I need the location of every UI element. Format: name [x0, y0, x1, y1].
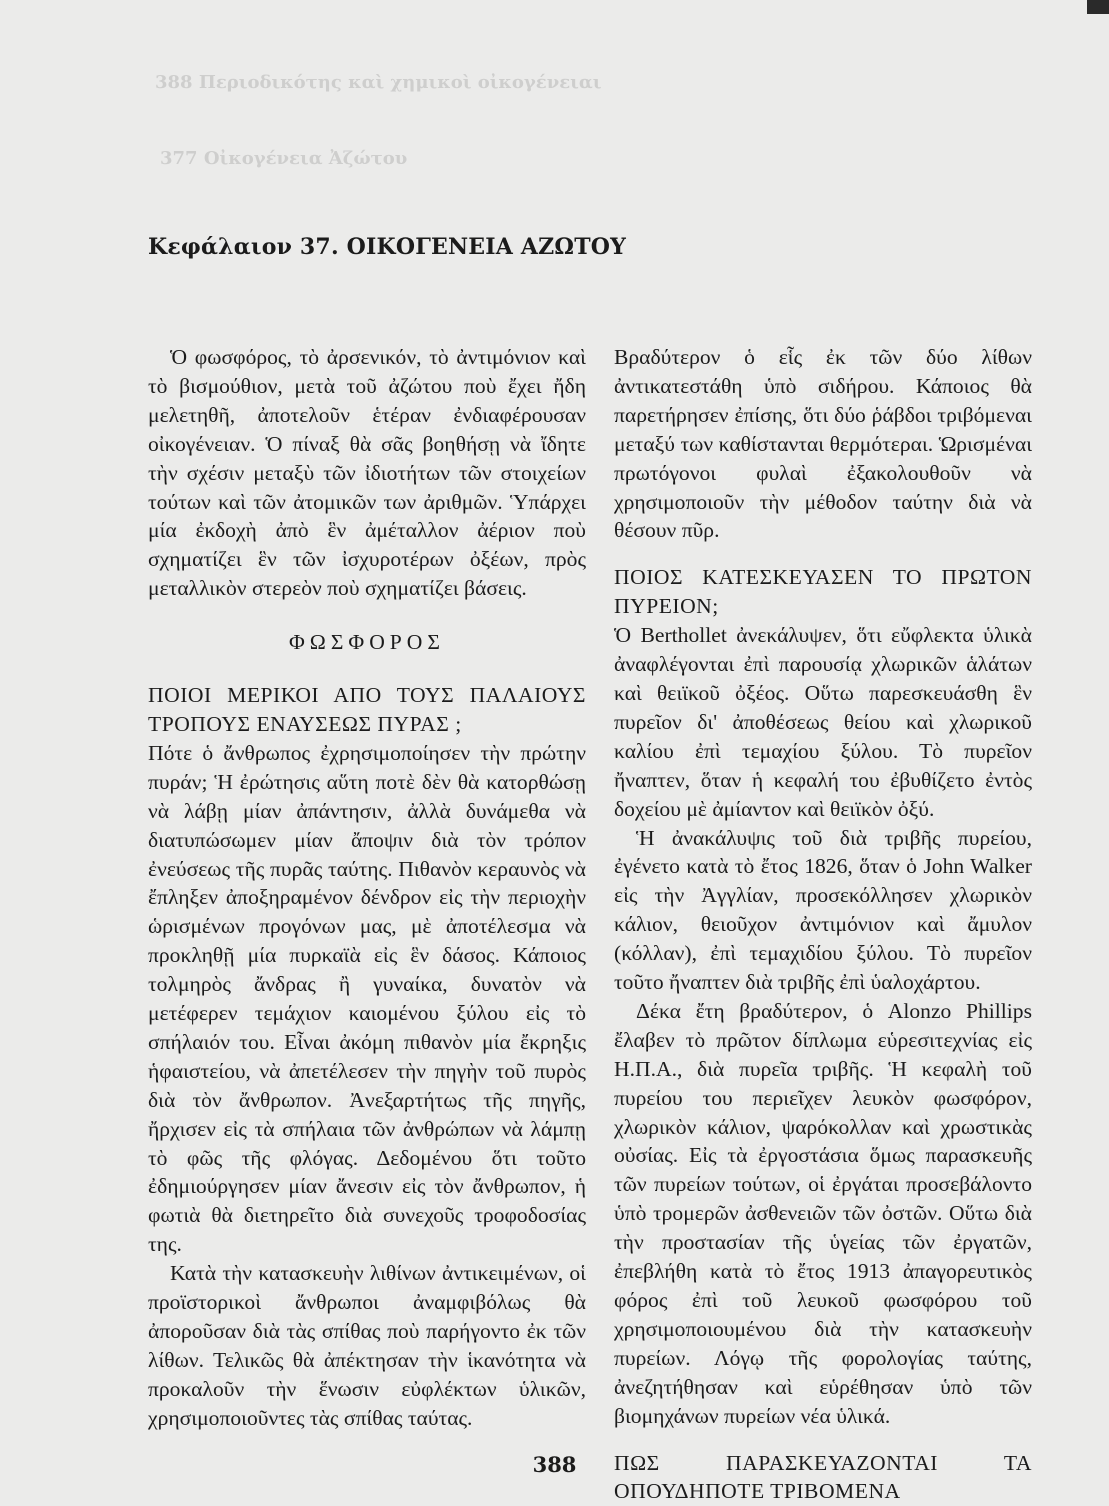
paragraph: Δέκα ἔτη βραδύτερον, ὁ Alonzo Phillips ἔλαβεν τὸ πρῶτον δίπλωμα εὑρεσιτεχνίας εἰς Η.Π.Α., διὰ πυρεῖα τριβῆς. Ἡ κεφαλὴ τοῦ πυρείου του περιεῖχεν λευκὸν φωσφόρον, χλωρικὸν κάλιον, ψαρόκολλαν καὶ χρωστικὰς οὐσίας. Εἰς τὰ ἐργοστάσια ὅμως παρασκευῆς τῶν πυρείων τούτων, οἱ ἐργάται προσεβάλοντο ὑπὸ τρομερῶν ἀσθενειῶν τῶν ὀστῶν. Οὕτω διὰ τὴν προστασίαν τῆς ὑγείας τῶν ἐργατῶν, ἐπεβλήθη κατὰ τὸ ἔτος 1913 ἀπαγορευτικὸς φόρος ἐπὶ τοῦ λευκοῦ φωσφόρου τοῦ χρησιμοποιουμένου διὰ τὴν κατασκευὴν πυρείων. Λόγῳ τῆς φορολογίας ταύτης, ἀνεζητήθησαν καὶ εὑρέθησαν ὑπὸ τῶν βιομηχάνων πυρείων νέα ὑλικά.: [614, 998, 1032, 1428]
paragraph: Ἡ ἀνακάλυψις τοῦ διὰ τριβῆς πυρείου, ἐγένετο κατὰ τὸ ἔτος 1826, ὅταν ὁ John Walker εἰς τὴν Ἀγγλίαν, προσεκόλλησεν χλωρικὸν κάλιον, θειοῦχον ἀντιμόνιον καὶ ἄμυλον (κόλλαν), ἐπὶ τεμαχιδίου ξύλου. Τὸ πυρεῖον τοῦτο ἤναπτεν διὰ τριβῆς ἐπὶ ὑαλοχάρτου.: [614, 825, 1032, 995]
bleed-through-text: 377 Οἰκογένεια Ἀζώτου: [160, 148, 408, 169]
bleed-through-text: 388 Περιοδικότης καὶ χημικοὶ οἰκογένειαι: [155, 72, 602, 93]
section-heading: ΦΩΣΦΟΡΟΣ: [289, 630, 445, 655]
paragraph: Πότε ὁ ἄνθρωπος ἐχρησιμοποίησεν τὴν πρώτην πυράν; Ἡ ἐρώτησις αὕτη ποτὲ δὲν θὰ κατορθώσῃ νὰ λάβῃ μίαν ἀπάντησιν, ἀλλὰ δυνάμεθα νὰ διατυπώσωμεν μίαν ἄποψιν διὰ τὸν τρόπον ἐνεύσεως τῆς πυρᾶς ταύτης. Πιθανὸν κεραυνὸς νὰ ἔπληξεν ἀποξηραμένον δένδρον εἰς τὴν περιοχὴν ὡρισμένων προγόνων μας, μὲ ἀποτέλεσμα νὰ προκληθῇ μία πυρκαϊὰ εἰς ἓν δάσος. Κάποιος τολμηρὸς ἄνδρας ἢ γυναίκα, δυνατὸν νὰ μετέφερεν τεμάχιον καιομένου ξύλου εἰς τὸ σπήλαιόν του. Εἶναι ἀκόμη πιθανὸν μία ἔκρηξις ἡφαιστείου, νὰ ἀπετέλεσεν τὴν πηγὴν τοῦ πυρὸς διὰ τὸν ἄνθρωπον. Ἀνεξαρτήτως τῆς πηγῆς, ἤρχισεν εἰς τὰ σπήλαια τῶν ἀνθρώπων νὰ λάμπῃ τὸ φῶς τῆς φλόγας. Δεδομένου ὅτι τοῦτο ἐδημιούργησεν μίαν ἄνεσιν εἰς τὸν ἄνθρωπον, ἡ φωτιὰ θὰ διετηρεῖτο διὰ συνεχοῦς τροφοδοσίας της.: [148, 740, 586, 1257]
question-heading: ΠΩΣ ΠΑΡΑΣΚΕΥΑΖΟΝΤΑΙ ΤΑ ΟΠΟΥΔΗΠΟΤΕ ΤΡΙΒΟΜΕΝΑ: [614, 1450, 1032, 1504]
paragraph: Κατὰ τὴν κατασκευὴν λιθίνων ἀντικειμένων, οἱ προϊστορικοὶ ἄνθρωποι ἀναμφιβόλως θὰ ἀποροῦσαν διὰ τὰς σπίθας ποὺ παρήγοντο ἐκ τῶν λίθων. Τελικῶς θὰ ἀπέκτησαν τὴν ἱκανότητα νὰ προκαλοῦν τὴν ἕνωσιν εὐφλέκτων ὑλικῶν, χρησιμοποιοῦντες τὰς σπίθας ταύτας.: [148, 1261, 586, 1430]
scan-edge-mark: [1087, 0, 1109, 14]
paragraph: Ὁ Berthollet ἀνεκάλυψεν, ὅτι εὔφλεκτα ὑλικὰ ἀναφλέγονται ἐπὶ παρουσίᾳ χλωρικῶν ἁλάτων καὶ θειϊκοῦ ὀξέος. Οὕτω παρεσκευάσθη ἓν πυρεῖον δι' ἀποθέσεως θείου καὶ χλωρικοῦ καλίου ἐπὶ τεμαχίου ξύλου. Τὸ πυρεῖον ἤναπτεν, ὅταν ἡ κεφαλή του ἐβυθίζετο ἐντὸς δοχείου μὲ ἀμίαντον καὶ θειϊκὸν ὀξύ.: [614, 623, 1032, 821]
page-number: 388: [532, 1452, 577, 1477]
chapter-title: Κεφάλαιον 37. ΟΙΚΟΓΕΝΕΙΑ ΑΖΩΤΟΥ: [148, 234, 627, 260]
right-column: [614, 343, 1032, 1506]
left-column: [148, 343, 586, 1433]
paragraph: Βραδύτερον ὁ εἷς ἐκ τῶν δύο λίθων ἀντικατεστάθη ὑπὸ σιδήρου. Κάποιος θὰ παρετήρησεν ἐπίσης, ὅτι δύο ῥάβδοι τριβόμεναι μεταξύ των καθίστανται θερμότεραι. Ὡρισμέναι πρωτόγονοι φυλαὶ ἐξακολουθοῦν νὰ χρησιμοποιοῦν τὴν μέθοδον ταύτην διὰ νὰ θέσουν πῦρ.: [614, 345, 1032, 543]
question-heading: ΠΟΙΟΣ ΚΑΤΕΣΚΕΥΑΣΕΝ ΤΟ ΠΡΩΤΟΝ ΠΥΡΕΙΟΝ;: [614, 565, 1032, 619]
spacer: [614, 1431, 1032, 1449]
spacer: [614, 545, 1032, 563]
question-heading: ΠΟΙΟΙ ΜΕΡΙΚΟΙ ΑΠΟ ΤΟΥΣ ΠΑΛΑΙΟΥΣ ΤΡΟΠΟΥΣ ΕΝΑΥΣΕΩΣ ΠΥΡΑΣ ;: [148, 683, 586, 736]
intro-paragraph: Ὁ φωσφόρος, τὸ ἀρσενικόν, τὸ ἀντιμόνιον καὶ τὸ βισμούθιον, μετὰ τοῦ ἀζώτου ποὺ ἔχει ἤδη μελετηθῆ, ἀποτελοῦν ἑτέραν ἐνδιαφέρουσαν οἰκογένειαν. Ὁ πίναξ θὰ σᾶς βοηθήσῃ νὰ ἴδητε τὴν σχέσιν μεταξὺ τῶν ἰδιοτήτων τῶν στοιχείων τούτων καὶ τῶν ἀτομικῶν των ἀριθμῶν. Ὑπάρχει μία ἐκδοχὴ ἀπὸ ἓν ἀμέταλλον ἀέριον ποὺ σχηματίζει ἓν τῶν ἰσχυροτέρων ὀξέων, πρὸς μεταλλικὸν στερεὸν ποὺ σχηματίζει βάσεις.: [148, 345, 586, 601]
